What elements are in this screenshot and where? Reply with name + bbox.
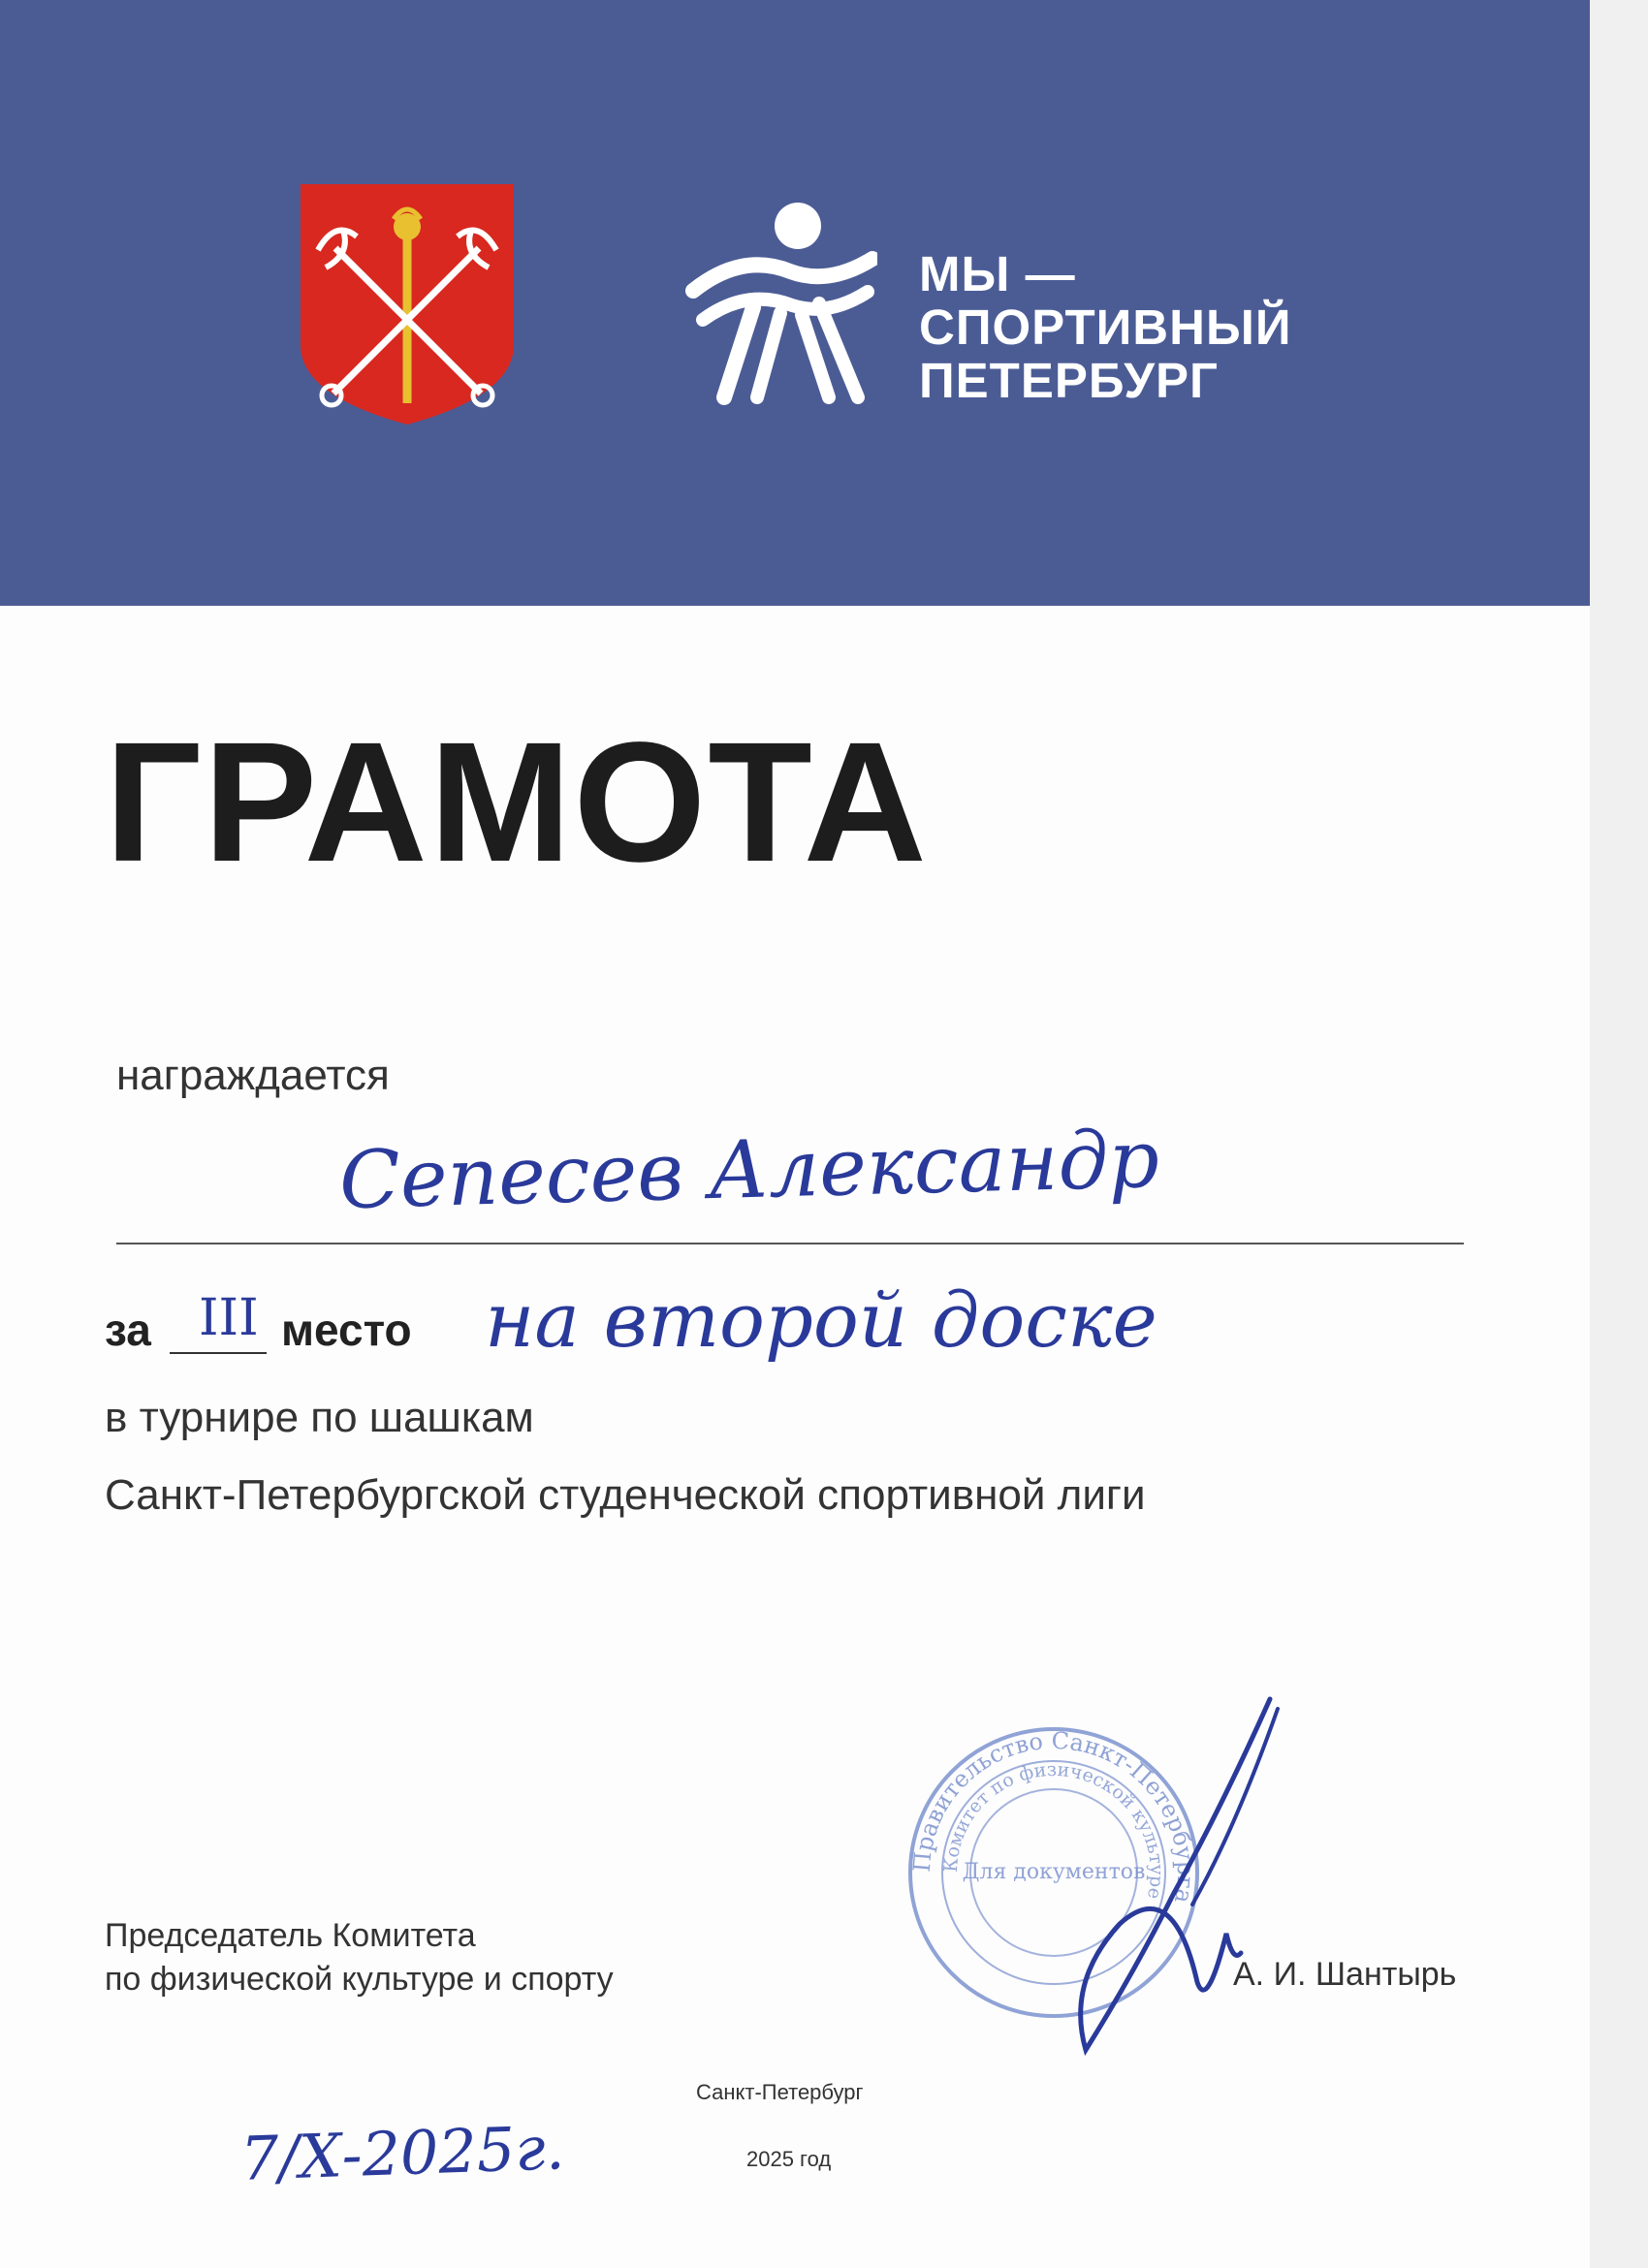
signatory-name: А. И. Шантырь xyxy=(1233,1956,1457,1993)
footer-year: 2025 год xyxy=(746,2147,832,2171)
signatory-position-line-2: по физической культуре и спорту xyxy=(105,1961,614,1998)
stamp-outer-text: Правительство Санкт-Петербурга xyxy=(907,1726,1200,1906)
handwritten-signature-icon xyxy=(1028,1691,1309,2060)
stamp-inner-text: Комитет по физической культуре xyxy=(939,1758,1168,1902)
signatory-position xyxy=(105,1914,614,2001)
place-number-handwritten: III xyxy=(199,1289,259,1347)
footer-city: Санкт-Петербург xyxy=(696,2080,864,2104)
date-handwritten: 7/Х-2025г. xyxy=(238,2112,566,2194)
place-label: место xyxy=(281,1305,412,1355)
sport-petersburg-logo-text xyxy=(919,247,1292,407)
logo-line-2: СПОРТИВНЫЙ xyxy=(919,299,1292,355)
logo-line-1: МЫ — xyxy=(919,246,1076,301)
scan-edge xyxy=(1590,0,1648,2268)
logo-line-3: ПЕТЕРБУРГ xyxy=(919,353,1219,408)
tournament-line: в турнире по шашкам xyxy=(105,1394,534,1441)
place-detail-handwritten: на второй доске xyxy=(485,1277,1157,1365)
certificate-title: ГРАМОТА xyxy=(105,708,929,898)
league-line: Санкт-Петербургской студенческой спортивной лиги xyxy=(105,1471,1146,1519)
signatory-position-line-1: Председатель Комитета xyxy=(105,1917,476,1954)
awarded-label: награждается xyxy=(116,1052,390,1099)
stamp-center-text: Для документов xyxy=(962,1860,1146,1884)
recipient-name-line xyxy=(116,1243,1464,1244)
recipient-name-handwritten: Сепесев Александр xyxy=(337,1113,1161,1228)
sport-petersburg-logo-icon xyxy=(683,199,877,407)
place-number-line xyxy=(170,1352,267,1354)
for-label: за xyxy=(105,1305,151,1355)
coat-of-arms-icon xyxy=(297,180,518,428)
